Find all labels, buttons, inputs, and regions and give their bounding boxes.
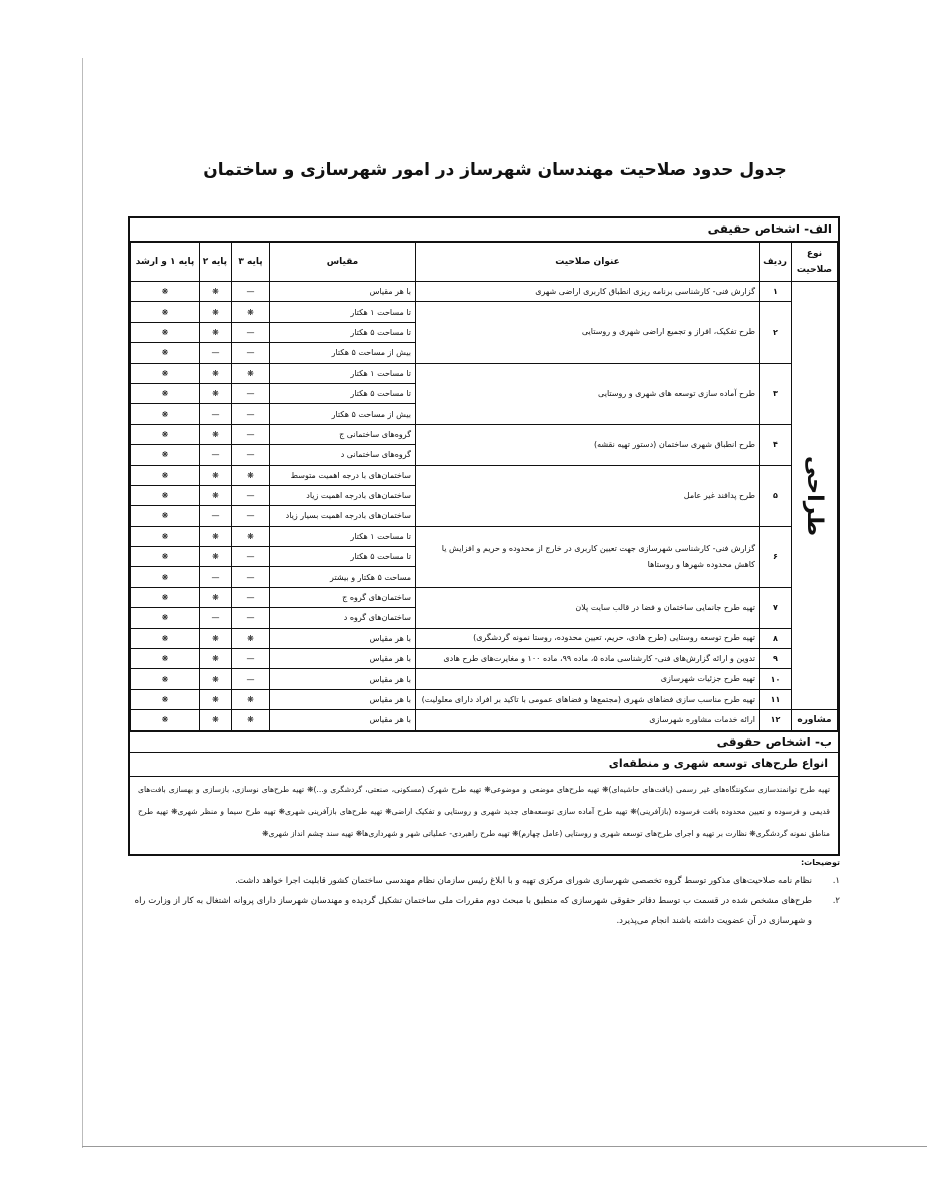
grade-3-cell: — [232,567,270,587]
scale-cell: تا مساحت ۵ هکتار [270,547,416,567]
row-number: ۳ [760,363,792,424]
grade-3-cell: ❋ [232,302,270,322]
competency-title: تدوین و ارائه گزارش‌های فنی- کارشناسی ماده ۵، ماده ۹۹، ماده ۱۰۰ و مغایرت‌های طرح هادی [416,649,760,669]
scale-cell: تا مساحت ۵ هکتار [270,383,416,403]
grade-2-cell: ❋ [200,628,232,648]
grade-1-cell: ❋ [131,424,200,444]
plan-types-heading: انواع طرح‌های توسعه شهری و منطقه‌ای [130,753,838,777]
competency-title: تهیه طرح توسعه روستایی (طرح هادی، حریم، تعیین محدوده، روستا نمونه گردشگری) [416,628,760,648]
header-type: نوع صلاحیت [792,243,838,282]
table-row [131,710,838,730]
grade-1-cell: ❋ [131,526,200,546]
grade-2-cell: ❋ [200,547,232,567]
grade-3-cell: — [232,506,270,526]
competency-title: تهیه طرح جانمایی ساختمان و فضا در قالب سایت پلان [416,587,760,628]
grade-1-cell: ❋ [131,322,200,342]
competency-title: طرح انطباق شهری ساختمان (دستور تهیه نقشه) [416,424,760,465]
grade-2-cell: ❋ [200,485,232,505]
table-row [131,424,838,444]
scale-cell: تا مساحت ۱ هکتار [270,526,416,546]
scale-cell: ساختمان‌های بادرجه اهمیت زیاد [270,485,416,505]
category-design-label: طراحی [802,455,827,536]
grade-1-cell: ❋ [131,547,200,567]
section-a-heading: الف- اشخاص حقیقی [130,218,838,242]
table-row [131,628,838,648]
table-header-row [131,243,838,282]
table-row [131,282,838,302]
grade-3-cell: — [232,649,270,669]
note-text: طرح‌های مشخص شده در قسمت ب توسط دفاتر حقوقی شهرسازی که منطبق با مبحث دوم مقررات ملی ساختمان تشکیل گردیده و مهندسان شهرساز دارای پروانه اشتغال به کار از وزارت راه و شهرسازی در آن عضویت داشته باشند انجام می‌پذیرد. [134,896,812,926]
competency-title: تهیه طرح جزئیات شهرسازی [416,669,760,689]
table-row [131,587,838,607]
competency-title: طرح آماده سازی توسعه های شهری و روستایی [416,363,760,424]
scale-cell: گروه‌های ساختمانی ج [270,424,416,444]
scale-cell: با هر مقیاس [270,710,416,730]
scale-cell: تا مساحت ۵ هکتار [270,322,416,342]
grade-1-cell: ❋ [131,363,200,383]
grade-3-cell: — [232,424,270,444]
row-number: ۷ [760,587,792,628]
scale-cell: تا مساحت ۱ هکتار [270,302,416,322]
grade-1-cell: ❋ [131,282,200,302]
grade-3-cell: — [232,282,270,302]
grade-1-cell: ❋ [131,445,200,465]
grade-3-cell: — [232,587,270,607]
grade-2-cell: ❋ [200,424,232,444]
grade-2-cell: ❋ [200,302,232,322]
row-number: ۱ [760,282,792,302]
grade-2-cell: ❋ [200,710,232,730]
notes-block [128,858,840,931]
grade-2-cell: — [200,404,232,424]
grade-2-cell: ❋ [200,465,232,485]
grade-3-cell: — [232,445,270,465]
notes-heading: توضیحات: [800,858,840,867]
grade-1-cell: ❋ [131,302,200,322]
note-item [128,891,840,931]
grade-3-cell: — [232,669,270,689]
table-row [131,526,838,546]
scale-cell: ساختمان‌های بادرجه اهمیت بسیار زیاد [270,506,416,526]
scale-cell: با هر مقیاس [270,669,416,689]
grade-1-cell: ❋ [131,383,200,403]
header-row: ردیف [760,243,792,282]
grade-3-cell: — [232,383,270,403]
grade-3-cell: ❋ [232,465,270,485]
grade-1-cell: ❋ [131,649,200,669]
row-number: ۹ [760,649,792,669]
competency-title: تهیه طرح مناسب سازی فضاهای شهری (مجتمع‌ها و فضاهای عمومی با تاکید بر افراد دارای معلولیت) [416,689,760,709]
row-number: ۸ [760,628,792,648]
row-number: ۱۱ [760,689,792,709]
grade-1-cell: ❋ [131,710,200,730]
plan-types-text: تهیه طرح توانمندسازی سکونتگاه‌های غیر رسمی (بافت‌های حاشیه‌ای)❋ تهیه طرح‌های موضعی و موضوعی❋ تهیه طرح شهرک (مسکونی، صنعتی، گردشگری و...)❋ تهیه طرح‌های نوسازی، بازسازی و بهسازی بافت‌های قدیمی و فرسوده و تعیین محدوده بافت فرسوده (بازآفرینی)❋ تهیه طرح آماده سازی توسعه‌های جدید شهری و روستایی و تفکیک اراضی❋ تهیه طرح‌های بازآفرینی شهری❋ تهیه طرح سیما و منظر شهری❋ تهیه طرح مناطق نمونه گردشگری❋ نظارت بر تهیه و اجرای طرح‌های توسعه شهری و روستایی (عامل چهارم)❋ تهیه طرح راهبردی- عملیاتی شهر و شهرداری‌ها❋ تهیه سند چشم انداز شهری❋ [138,784,830,838]
page-bottom-rule [82,1146,927,1147]
category-design [792,282,838,710]
grade-3-cell: — [232,343,270,363]
note-number: ۱. [832,876,840,886]
header-grade-3: پایه ۳ [232,243,270,282]
grade-3-cell: ❋ [232,628,270,648]
grade-1-cell: ❋ [131,506,200,526]
scale-cell: با هر مقیاس [270,689,416,709]
row-number: ۴ [760,424,792,465]
row-number: ۱۰ [760,669,792,689]
page-title: جدول حدود صلاحیت مهندسان شهرساز در امور شهرسازی و ساختمان [203,160,787,180]
scale-cell: با هر مقیاس [270,649,416,669]
grade-1-cell: ❋ [131,689,200,709]
header-scale: مقیاس [270,243,416,282]
table-row [131,689,838,709]
grade-2-cell: — [200,608,232,628]
table-row [131,649,838,669]
grade-3-cell: — [232,547,270,567]
grade-2-cell: ❋ [200,669,232,689]
section-b-heading: ب- اشخاص حقوقی [130,731,838,753]
grade-2-cell: ❋ [200,526,232,546]
table-row [131,302,838,322]
grade-2-cell: ❋ [200,322,232,342]
grade-1-cell: ❋ [131,404,200,424]
grade-1-cell: ❋ [131,343,200,363]
row-number: ۵ [760,465,792,526]
scale-cell: تا مساحت ۱ هکتار [270,363,416,383]
grade-2-cell: — [200,343,232,363]
note-number: ۲. [832,896,840,906]
table-row [131,363,838,383]
header-grade-2: پایه ۲ [200,243,232,282]
grade-3-cell: — [232,608,270,628]
scale-cell: با هر مقیاس [270,628,416,648]
header-title: عنوان صلاحیت [416,243,760,282]
scale-cell: ساختمان‌های با درجه اهمیت متوسط [270,465,416,485]
grade-2-cell: ❋ [200,689,232,709]
grade-3-cell: ❋ [232,363,270,383]
category-consult: مشاوره [792,710,838,730]
grade-1-cell: ❋ [131,485,200,505]
grade-2-cell: ❋ [200,282,232,302]
table-row [131,669,838,689]
grade-3-cell: ❋ [232,526,270,546]
scale-cell: گروه‌های ساختمانی د [270,445,416,465]
note-text: نظام نامه صلاحیت‌های مذکور توسط گروه تخصصی شهرسازی شورای مرکزی تهیه و با ابلاغ رئیس سازمان نظام مهندسی ساختمان کشور قابلیت اجرا خواهد داشت. [235,876,812,886]
grade-1-cell: ❋ [131,669,200,689]
competency-title: طرح پدافند غیر عامل [416,465,760,526]
grade-2-cell: — [200,445,232,465]
grade-3-cell: — [232,322,270,342]
grade-2-cell: — [200,567,232,587]
competency-table [130,242,838,731]
row-number: ۱۲ [760,710,792,730]
scale-cell: با هر مقیاس [270,282,416,302]
scale-cell: بیش از مساحت ۵ هکتار [270,404,416,424]
scale-cell: ساختمان‌های گروه ج [270,587,416,607]
competency-title: ارائه خدمات مشاوره شهرسازی [416,710,760,730]
grade-1-cell: ❋ [131,587,200,607]
grade-2-cell: ❋ [200,587,232,607]
grade-3-cell: — [232,404,270,424]
scale-cell: بیش از مساحت ۵ هکتار [270,343,416,363]
table-row [131,465,838,485]
grade-3-cell: ❋ [232,689,270,709]
row-number: ۶ [760,526,792,587]
note-item [128,871,840,891]
competency-title: گزارش فنی- کارشناسی برنامه ریزی انطباق کاربری اراضی شهری [416,282,760,302]
grade-3-cell: ❋ [232,710,270,730]
grade-1-cell: ❋ [131,608,200,628]
competency-title: گزارش فنی- کارشناسی شهرسازی جهت تعیین کاربری در خارج از محدوده و حریم و افزایش یا کاهش محدوده شهرها و روستاها [416,526,760,587]
grade-2-cell: ❋ [200,649,232,669]
competency-title: طرح تفکیک، افراز و تجمیع اراضی شهری و روستایی [416,302,760,363]
grade-2-cell: ❋ [200,383,232,403]
grade-1-cell: ❋ [131,567,200,587]
row-number: ۲ [760,302,792,363]
scale-cell: مساحت ۵ هکتار و بیشتر [270,567,416,587]
competency-frame [128,216,840,856]
grade-2-cell: ❋ [200,363,232,383]
page-left-rule [82,58,83,1148]
grade-3-cell: — [232,485,270,505]
scale-cell: ساختمان‌های گروه د [270,608,416,628]
grade-1-cell: ❋ [131,628,200,648]
grade-2-cell: — [200,506,232,526]
header-grade-1: پایه ۱ و ارشد [131,243,200,282]
grade-1-cell: ❋ [131,465,200,485]
